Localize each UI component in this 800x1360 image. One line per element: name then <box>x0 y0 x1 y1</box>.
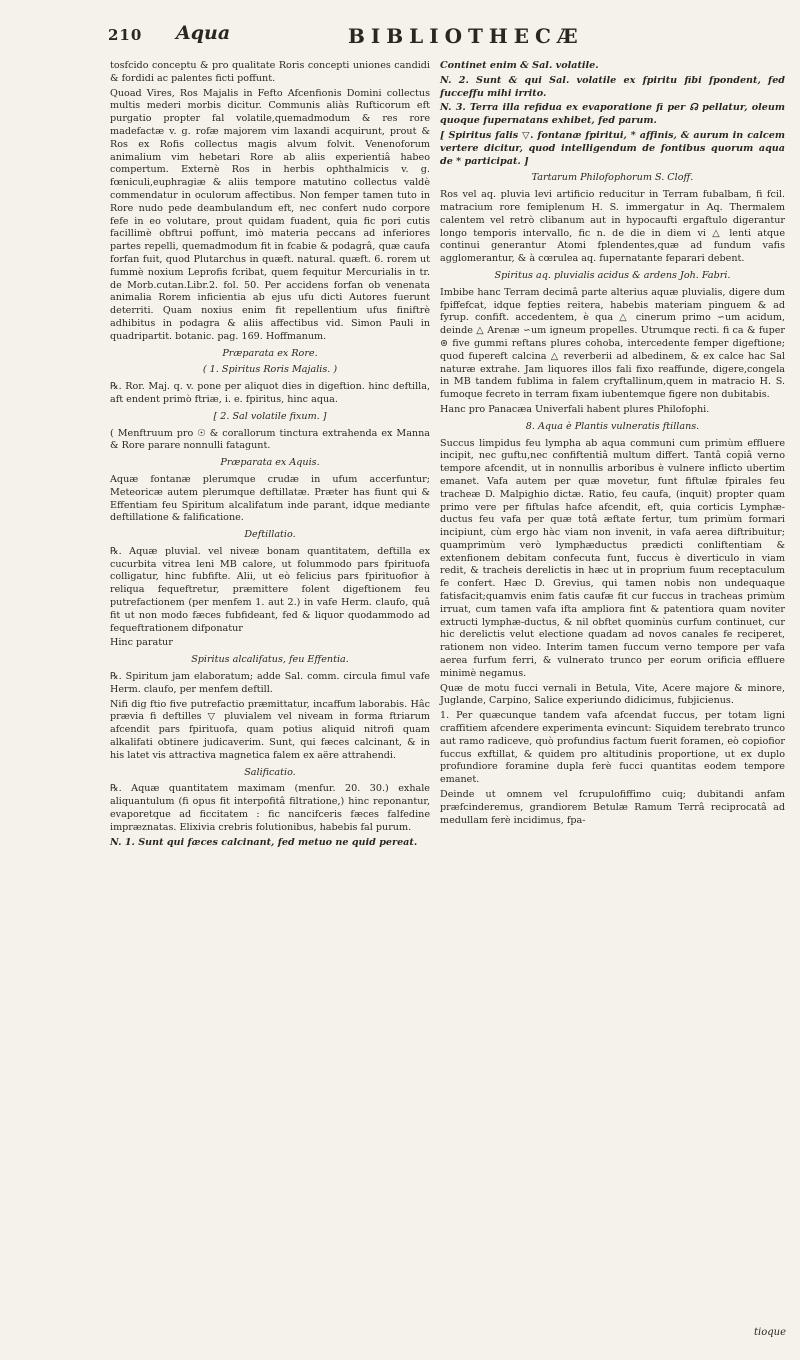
running-word: Aqua <box>176 22 231 44</box>
section-heading: Spiritus alcalifatus, feu Effentia. <box>191 654 349 666</box>
catchword: tioque <box>754 1327 786 1338</box>
section-heading: Deftillatio. <box>244 529 296 541</box>
section-heading: ( 1. Spiritus Roris Majalis. ) <box>202 364 338 376</box>
right-column <box>440 60 785 829</box>
text-paragraph: tosfcido conceptu & pro qualitate Roris concepti uniones candidi & fordidi ac palentes ficti poffunt. <box>110 60 430 84</box>
page-header <box>108 22 788 52</box>
text-paragraph: Succus limpidus feu lympha ab aqua communi cum primùm effluere incipit, nec guftu,nec confiftentiâ multum differt. Tantâ copiâ verno tempore afcendit, ut in nonnullis arboribus è vulnere inflicto ubertim emanet. Vafa autem per quæ movetur, funt fiftulæ fpirales feu tracheæ D. Malpighio dictæ. Ratio, feu caufa, (inquit) propter quam primo vere per fiftulas hafce afcendit, eft, quia corticis Lymphæ-ductus feu vafa per quæ totâ æftate fertur, tum primùm formari incipiunt, cùm ergo hàc viam non invenit, in vafa aerea diftribuitur; quamprimùm verò lymphæductus prædicti conliftentiam & extenfionem debitam confecuta funt, fuccus è diverticulo in viam redit, & tracheis derelictis in hæc ut in proprium fuum receptaculum fe confert. Hæc D. Grevius, qui tamen nobis non undequaque fatisfacit;quamvis enim fatis caufæ fit cur fuccus in tracheas primùm irruat, cum tamen vafa ifta ampliora fint & patentiora quam noviter extructi lymphæ-ductus, & nil obftet quominùs curfum continuet, cur hic derelictis velut electione quadam ad novos canales fe reciperet, rationem non video. Interim tamen fuccum verno tempore per vafa aerea furfum ferri, & vulnerato trunco per eorum orificia effluere minimè negamus. <box>440 437 785 679</box>
text-paragraph: ℞. Ror. Maj. q. v. pone per aliquot dies in digeftion. hinc deftilla, aft endent primò ftriæ, i. e. fpiritus, hinc aqua. <box>110 381 430 405</box>
text-paragraph: Quoad Vires, Ros Majalis in Fefto Afcenfionis Domini collectus multis mederi morbis dicitur. Communis aliàs Rufticorum eft purgatio propter fal volatile,quemadmodum & res rore madefactæ v. g. rofæ majorem vim laxandi acquirunt, prout & Ros ex Rofis collectus magis alvum folvit. Venenoforum animalium vim hebetari Rore ab aliis experientiâ habeo compertum. Externè Ros in herbis ophthalmicis v. g. fœniculi,euphragiæ & aliis tempore matutino collectus valdè commendatur in oculorum affectibus. Non femper tamen tuto in Rore nudo pede deambulandum eft, nec confert nudo corpore fefe in eo volutare, prout quidam fuadent, quia fic pori cutis facillimè obftrui poffunt, imò materia peccans ad inferiores partes repelli, quemadmodum fit in fcabie & podagrâ, quæ caufa forfan fuit, quod Plutarchus in quæft. natural. quæft. 6. rorem ut fummè noxium Leprofis fcribat, quem fequitur Mercurialis in tr. de Morb.cutan.Libr.2. fol. 50. Per accidens forfan ob venenata animalia Rorem inficientia ab ejus ufu dicti Autores fuerunt deterriti. Quam noxius enim fit repellentium ufus finiftrè adhibitus in podagra & aliis affectibus vid. Simon Pauli in quadripartit. botanic. pag. 169. Hoffmanum. <box>110 87 430 342</box>
text-paragraph: Nifi dig ftio five putrefactio præmittatur, incaffum laborabis. Hâc prævia fi deftilles ▽ pluvialem vel niveam in forma ftriarum afcendit pars fpirituofa, quam potius aliquid nitrofi quam alkalifati obtinere judicaverim. Sunt, qui fæces calcinant, & in his latet vis attractiva magnetica falem ex aëre attrahendi. <box>110 698 430 761</box>
section-heading: 8. Aqua è Plantis vulneratis ftillans. <box>525 420 700 432</box>
left-column <box>110 60 430 851</box>
text-paragraph: ℞. Aquæ quantitatem maximam (menfur. 20. 30.) exhale aliquantulum (fi opus fit interpofitâ filtratione,) hinc reponantur, evaporetque ad ficcitatem : fic nancifceris fæces falfedine impræznatas. Elixivia crebris folutionibus, habebis fal purum. <box>110 783 430 833</box>
note-paragraph: [ Spiritus falis ▽. fontanæ fpiritui, * affinis, & aurum in calcem vertere dicitur, quod intelligendum de fontibus quorum aqua de * participat. ] <box>440 129 785 167</box>
text-paragraph: Quæ de motu fucci vernali in Betula, Vite, Acere majore & minore, Juglande, Carpino, Salice experiundo didicimus, fubjicienus. <box>440 682 785 707</box>
text-paragraph: Hanc pro Panacæa Univerfali habent plures Philofophi. <box>440 403 710 415</box>
section-heading: Præparata ex Rore. <box>222 347 318 359</box>
text-paragraph: Aquæ fontanæ plerumque crudæ in ufum accerfuntur; Meteoricæ autem plerumque deftillatæ. Præter has fiunt qui & Effentiam feu Spiritum alcalifatum inde parant, idque mediante deftillatione & falificatione. <box>110 473 430 524</box>
page-number: 210 <box>108 26 143 44</box>
note-paragraph: N. 2. Sunt & qui Sal. volatile ex fpiritu fibi fpondent, fed fucceffu mihi irrito. <box>440 74 785 99</box>
text-paragraph: 1. Per quæcunque tandem vafa afcendat fuccus, per totam ligni craffitiem afcendere experimenta evincunt: Siquidem terebrato trunco aut ramo radiceve, quò profundius factum fuerit foramen, eò copiofior fuccus exftillat, & quidem pro altitudinis proportione, ut ex duplo profundiore foramine dupla ferè fucci quantitas eodem tempore emanet. <box>440 710 785 786</box>
text-paragraph: ℞. Spiritum jam elaboratum; adde Sal. comm. circula fimul vafe Herm. claufo, per menfem deftill. <box>110 671 430 695</box>
text-paragraph: ℞. Aquæ pluvial. vel niveæ bonam quantitatem, deftilla ex cucurbita vitrea leni MB calore, ut folummodo pars fpirituofa colligatur, hinc fubfifte. Alii, ut eò felicius pars fpirituofior à reliqua fequeftretur, præmittere folent digeftionem feu putrefactionem (per menfem 1. aut 2.) in vafe Herm. claufo, quâ fit ut non modo fæces fubfideant, fed & liquor quodammodo ad fequeftrationem difponatur <box>110 545 430 634</box>
text-paragraph: ( Menftruum pro ☉ & corallorum tinctura extrahenda ex Manna & Rore parare nonnulli fatagunt. <box>110 427 430 452</box>
text-paragraph: Ros vel aq. pluvia levi artificio reducitur in Terram fubalbam, fi fcil. matracium rore femiplenum H. S. immergatur in Aq. Thermalem calentem vel retrò clibanum aut in hypocaufti ergaftulo digerantur longo temporis intervallo, fic n. de die in diem vi △ lenti atque continui generantur Atomi fplendentes,quæ ad fundum vafis agglomerantur, & à cœrulea aq. fupernatante feparari debent. <box>440 189 785 265</box>
section-heading: Præparata ex Aquis. <box>220 457 320 469</box>
note-paragraph: N. 1. Sunt qui fæces calcinant, fed metuo ne quid pereat. <box>110 836 418 848</box>
section-heading: Tartarum Philofophorum S. Cloff. <box>531 172 694 184</box>
section-heading: Spiritus aq. pluvialis acidus & ardens Joh. Fabri. <box>494 269 731 281</box>
text-paragraph: Deinde ut omnem vel fcrupulofiffimo cuiq; dubitandi anfam præfcinderemus, grandiorem Betulæ Ramum Terrâ reciprocatâ ad medullam ferè incidimus, fpa- <box>440 789 785 826</box>
section-heading: Salificatio. <box>244 766 296 778</box>
note-paragraph: N. 3. Terra illa refidua ex evaporatione fi per ☊ pellatur, oleum quoque fupernatans exhibet, fed parum. <box>440 102 785 127</box>
section-heading: [ 2. Sal volatile fixum. ] <box>213 410 327 422</box>
text-paragraph: Hinc paratur <box>110 637 173 649</box>
note-paragraph: Continet enim & Sal. volatile. <box>440 60 599 71</box>
text-paragraph: Imbibe hanc Terram decimâ parte alterius aquæ pluvialis, digere dum fpiffefcat, idque fepties reitera, habebis materiam pinguem & ad fyrup. confift. accedentem, è qua △ cinerum primo ∽um acidum, deinde △ Arenæ ∽um igneum propelles. Utrumque recti. fi ca & fuper ⊚ five gummi reftans plures cohoba, intercedente femper digeftione; quod fupereft calcina △ reverberii ad albedinem, & ex calce hac Sal naturæ extrahe. Jam liquores illos fali fixo reaffunde, digere,congela in MB tandem fublima in falem cryftallinum,quem in matracio H. S. fumoque fecreto in terram fixam iubentemque figere non dubitabis. <box>440 286 785 401</box>
running-title: BIBLIOTHECÆ <box>348 24 584 48</box>
